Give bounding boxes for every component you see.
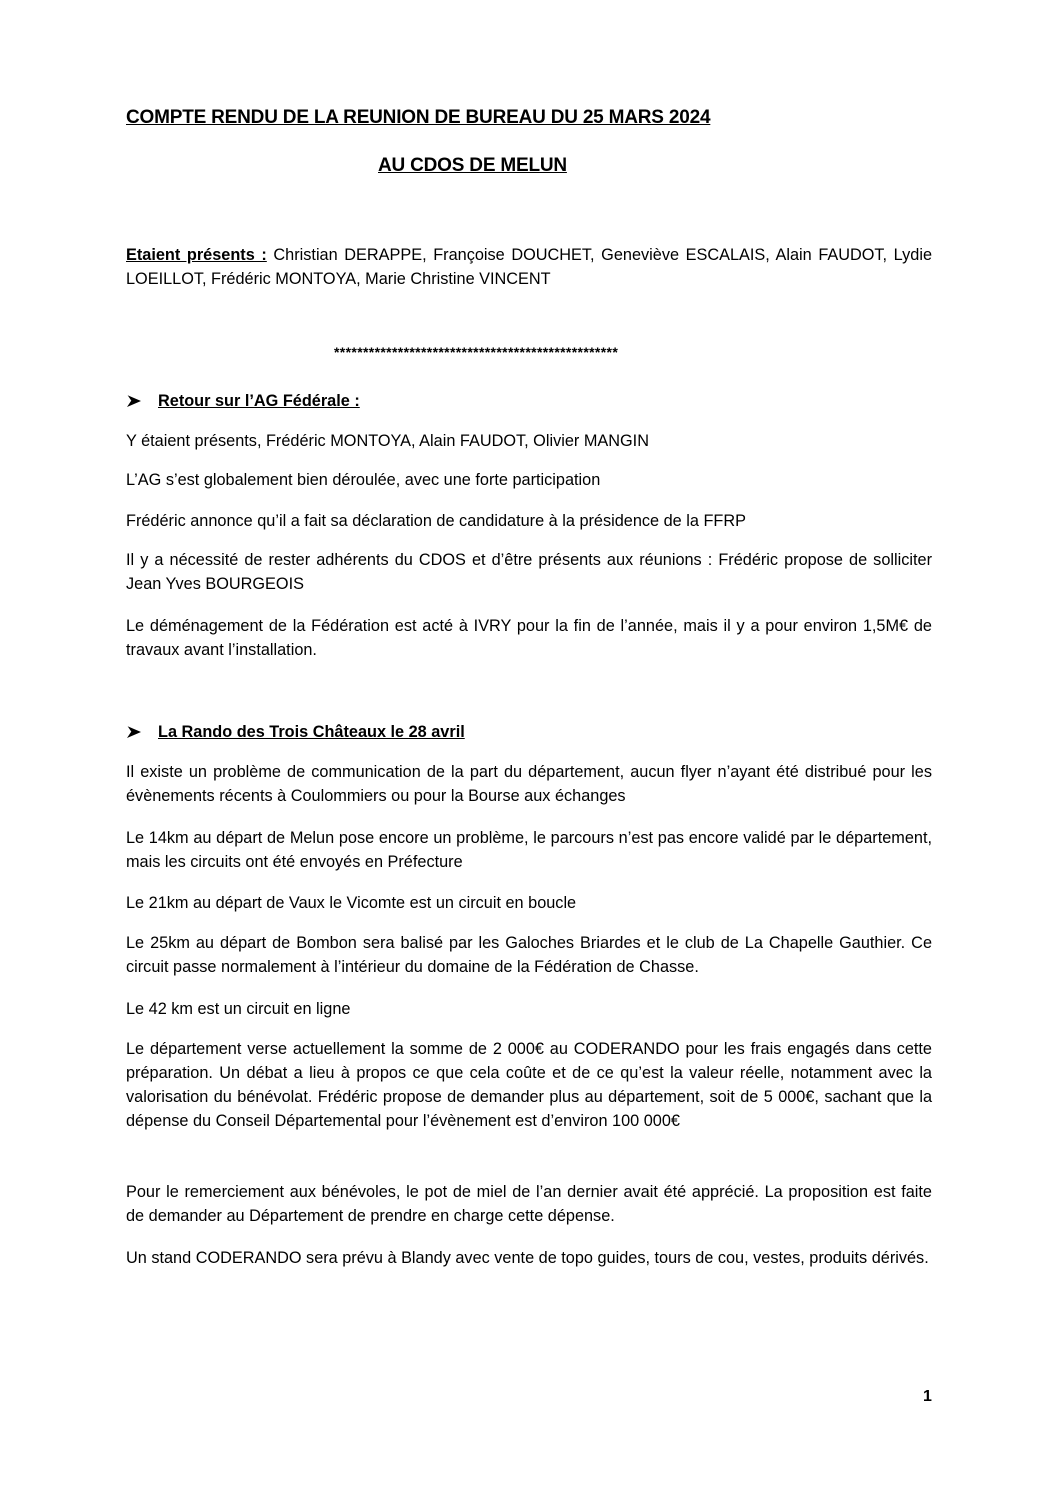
attendees-names: Christian DERAPPE, Françoise DOUCHET, Geneviève ESCALAIS, Alain FAUDOT, Lydie LOEILLOT, Frédéric MONTOYA, Marie Christine VINCENT [126, 246, 933, 288]
paragraph: Le 14km au départ de Melun pose encore un problème, le parcours n’est pas encore validé par le département, mais les circuits ont été envoyés en Préfecture [126, 829, 932, 871]
paragraph: Y étaient présents, Frédéric MONTOYA, Alain FAUDOT, Olivier MANGIN [126, 432, 649, 450]
document-title: COMPTE RENDU DE LA REUNION DE BUREAU DU 25 MARS 2024 [126, 107, 711, 128]
paragraph: Le département verse actuellement la somme de 2 000€ au CODERANDO pour les frais engagés dans cette préparation. Un débat a lieu à propos ce que cela coûte et de ce qu’est la valeur réelle, notamment avec la valorisation du bénévolat. Frédéric propose de demander plus au département, soit de 5 000€, sachant que la dépense du Conseil Départemental pour l’évènement est d’environ 100 000€ [126, 1040, 932, 1130]
separator: ************************************************* [334, 344, 619, 360]
paragraph: Le 42 km est un circuit en ligne [126, 1000, 351, 1018]
paragraph: L’AG s’est globalement bien déroulée, avec une forte participation [126, 471, 601, 489]
paragraph: Il y a nécessité de rester adhérents du CDOS et d’être présents aux réunions : Frédéric propose de solliciter Jean Yves BOURGEOIS [126, 551, 932, 593]
paragraph: Pour le remerciement aux bénévoles, le pot de miel de l’an dernier avait été apprécié. La proposition est faite de demander au Département de prendre en charge cette dépense. [126, 1183, 932, 1225]
paragraph: Frédéric annonce qu’il a fait sa déclaration de candidature à la présidence de la FFRP [126, 512, 746, 530]
attendees-paragraph [126, 243, 932, 291]
paragraph: Le 21km au départ de Vaux le Vicomte est un circuit en boucle [126, 894, 577, 912]
arrowhead-bullet-icon [126, 725, 142, 739]
document-subtitle: AU CDOS DE MELUN [378, 155, 567, 176]
section-title: Retour sur l’AG Fédérale : [158, 392, 360, 410]
paragraph: Le déménagement de la Fédération est acté à IVRY pour la fin de l’année, mais il y a pour environ 1,5M€ de travaux avant l’installation. [126, 617, 932, 659]
paragraph: Il existe un problème de communication de la part du département, aucun flyer n’ayant été distribué pour les évènements récents à Coulommiers ou pour la Bourse aux échanges [126, 763, 932, 805]
arrowhead-bullet-icon [126, 394, 142, 408]
attendees-label: Etaient présents : [126, 246, 267, 264]
paragraph: Un stand CODERANDO sera prévu à Blandy avec vente de topo guides, tours de cou, vestes, produits dérivés. [126, 1249, 929, 1267]
paragraph: Le 25km au départ de Bombon sera balisé par les Galoches Briardes et le club de La Chapelle Gauthier. Ce circuit passe normalement à l’intérieur du domaine de la Fédération de Chasse. [126, 934, 932, 976]
section-title: La Rando des Trois Châteaux le 28 avril [158, 723, 465, 741]
page-number: 1 [923, 1388, 932, 1405]
